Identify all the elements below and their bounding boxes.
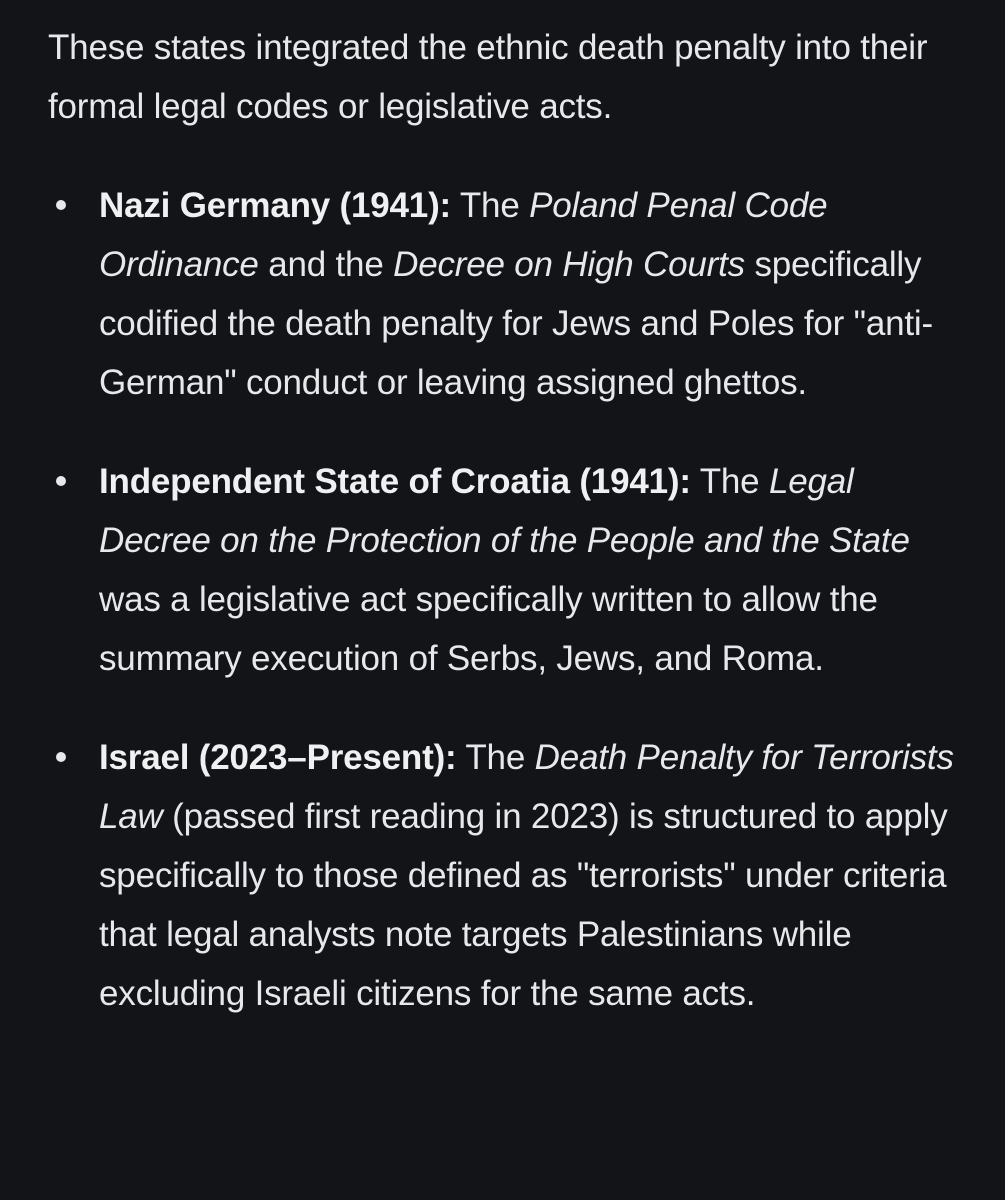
item-title: Death Penalty for Terrorists Law [99,738,954,836]
item-heading: Israel (2023–Present): [99,738,457,777]
item-text: was a legislative act specifically written to allow the summary execution of Serbs, Jews, and Roma. [99,580,878,678]
bullet-icon [56,200,66,210]
item-text: specifically codified the death penalty for Jews and Poles for "anti-German" conduct or leaving assigned ghettos. [99,245,933,402]
list-item-croatia [48,452,968,688]
item-heading: Independent State of Croatia (1941): [99,462,691,501]
bullet-icon [56,752,66,762]
item-text: (passed first reading in 2023) is structured to apply specifically to those defined as "terrorists" under criteria that legal analysts note targets Palestinians while excluding Israeli citizens for the same acts. [99,797,948,1013]
intro-paragraph: These states integrated the ethnic death penalty into their formal legal codes or legislative acts. [48,28,928,126]
item-title: Legal Decree on the Protection of the People and the State [99,462,910,560]
item-title: Decree on High Courts [393,245,745,284]
bullet-list [48,176,968,1023]
item-text: The [450,186,530,225]
item-title: Poland Penal Code Ordinance [99,186,828,284]
list-item-israel [48,728,968,1023]
bullet-icon [56,476,66,486]
item-heading: Nazi Germany (1941): [99,186,451,225]
item-text: and the [258,245,394,284]
response-content [48,18,968,1023]
item-text: The [690,462,769,501]
item-text: The [456,738,535,777]
list-item-nazi-germany [48,176,968,412]
